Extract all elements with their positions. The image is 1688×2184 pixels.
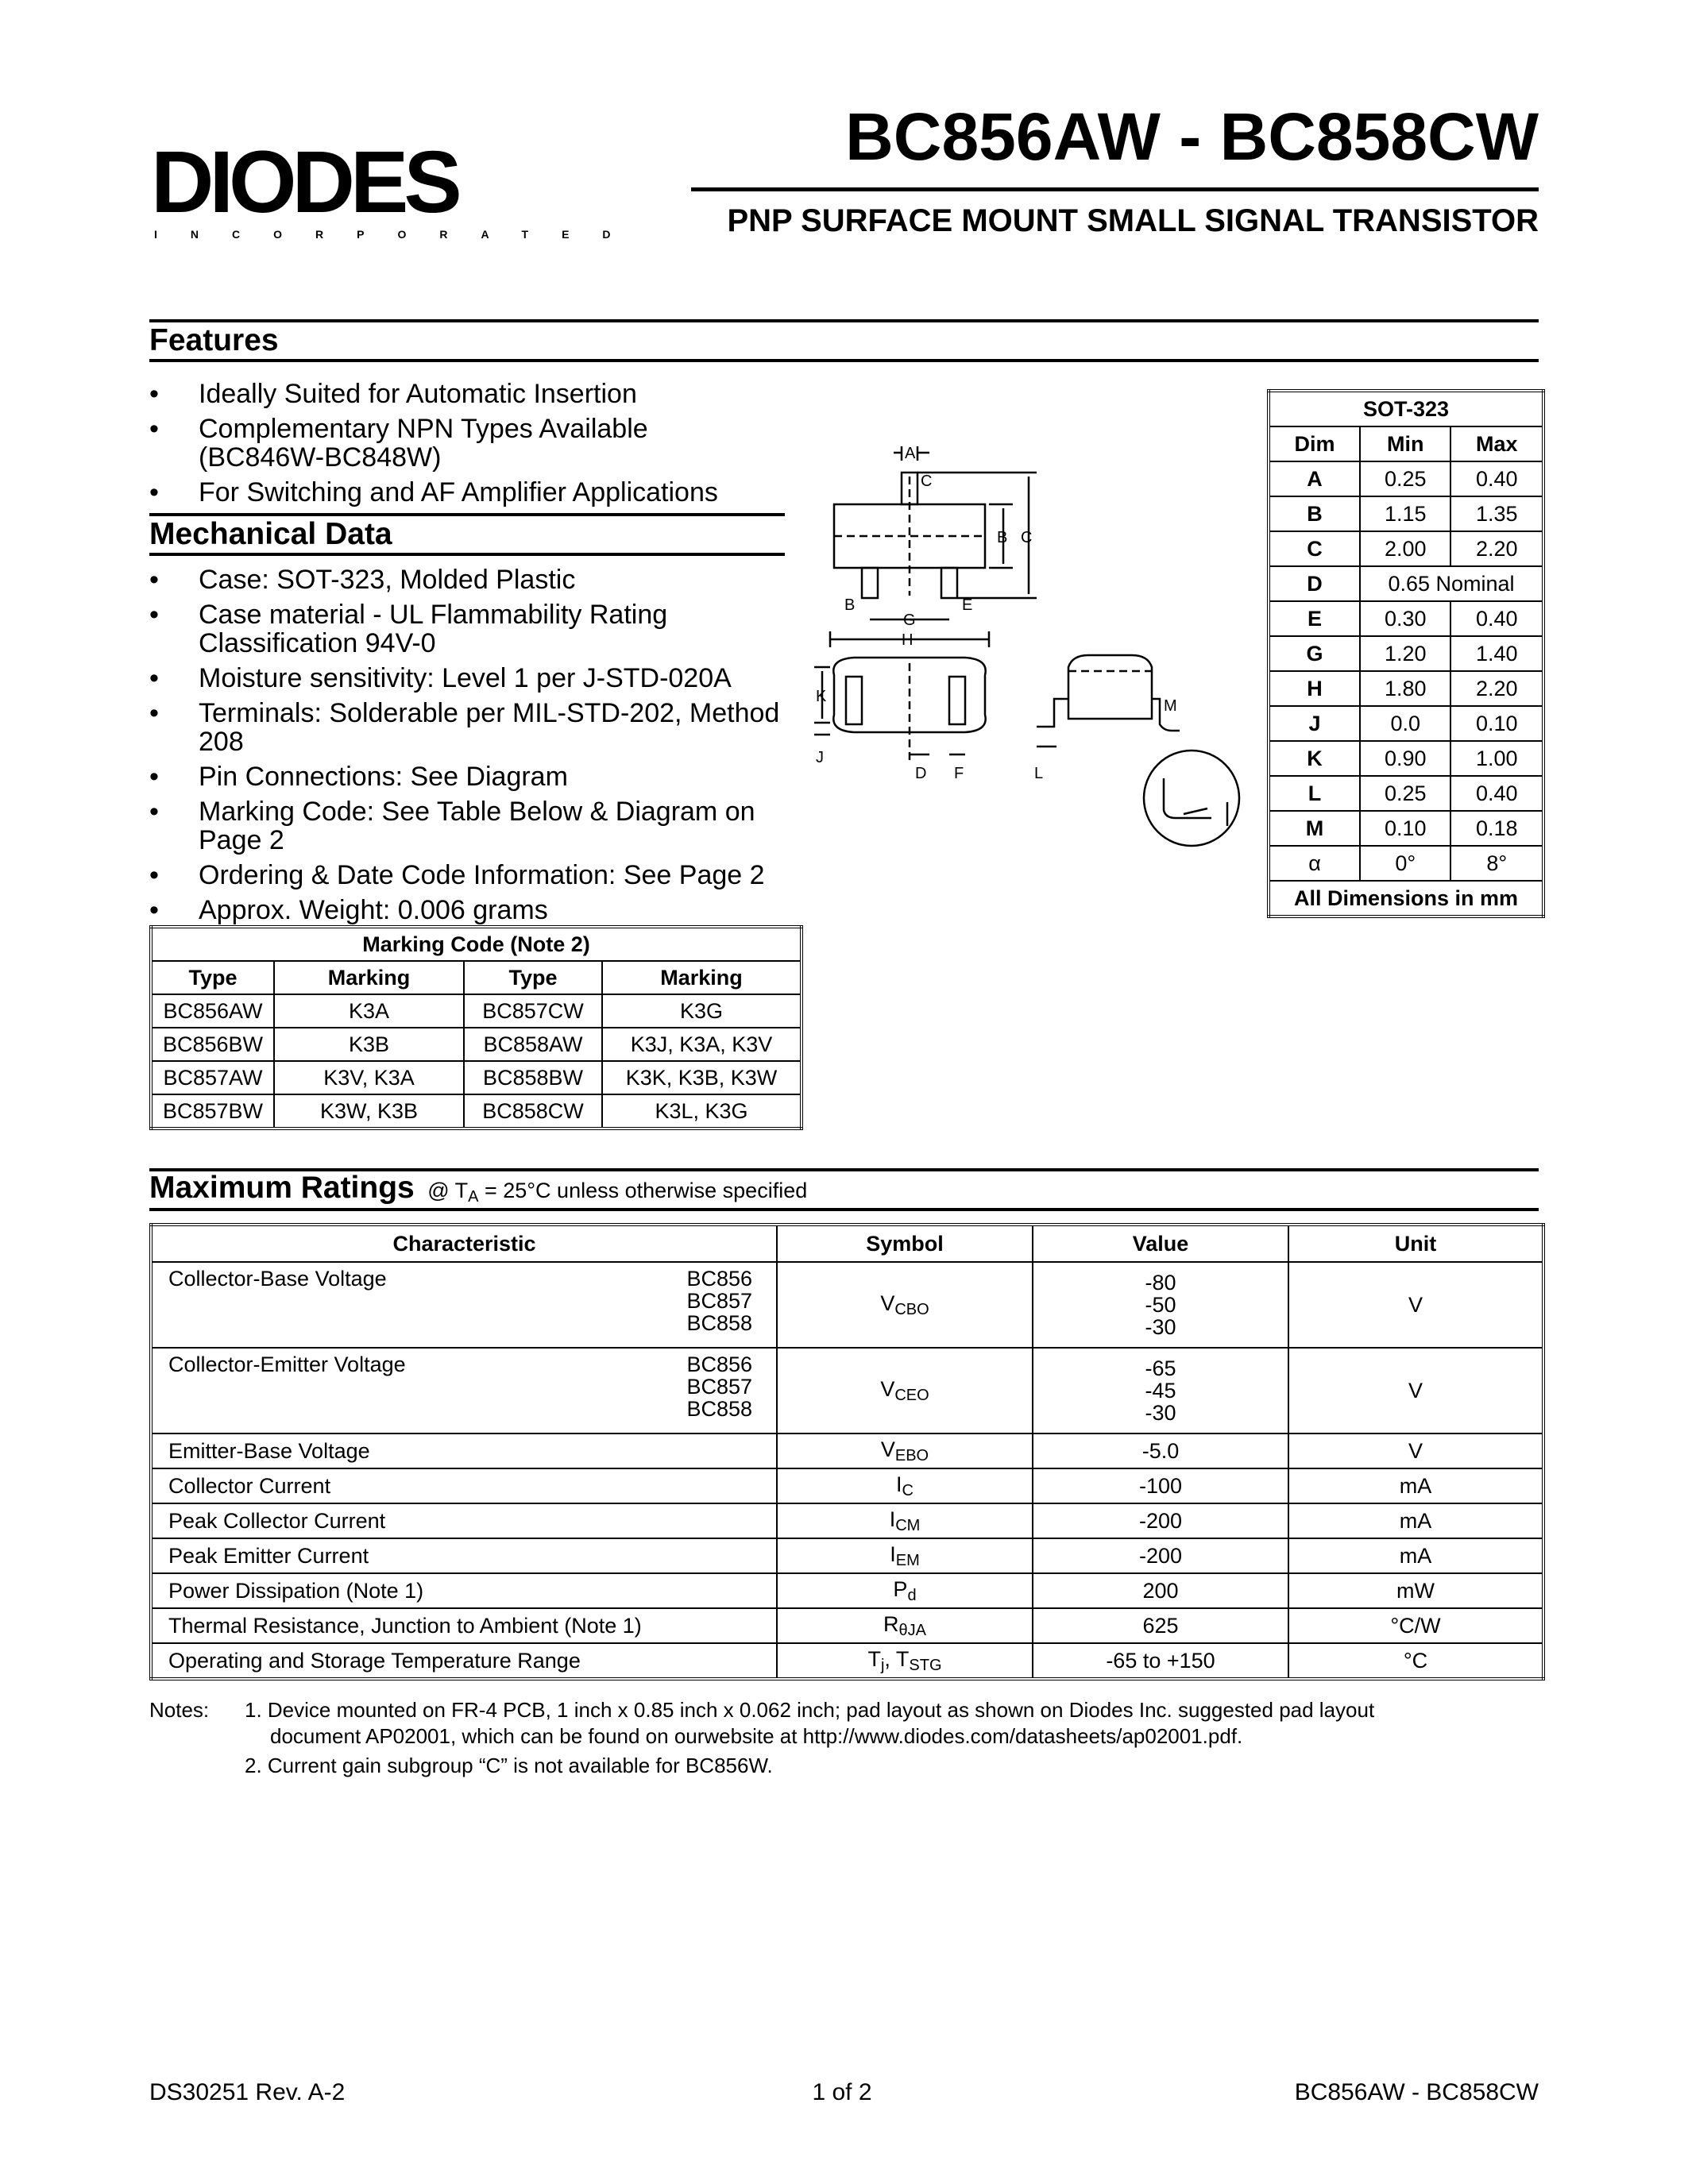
footer-part-range: BC856AW - BC858CW — [1294, 2079, 1539, 2105]
dim-label-j: J — [816, 749, 824, 766]
dim-label-d: D — [915, 765, 927, 782]
table-row — [151, 1643, 1543, 1679]
symbol: V — [880, 1437, 895, 1461]
table-cell: 1.20 — [1360, 636, 1450, 671]
table-row — [1269, 601, 1543, 636]
symbol-sub: EM — [895, 1551, 920, 1569]
table-cell: K3L, K3G — [602, 1094, 802, 1129]
table-row — [1269, 461, 1543, 496]
table-cell: -200 — [1033, 1503, 1288, 1538]
logo — [151, 133, 644, 250]
table-cell: mA — [1288, 1538, 1543, 1573]
marking-table-title: Marking Code (Note 2) — [151, 927, 802, 961]
table-cell: 1.40 — [1450, 636, 1543, 671]
features-top-rule — [149, 319, 1539, 322]
table-cell: 0.40 — [1450, 776, 1543, 811]
column-header: Max — [1450, 426, 1543, 461]
table-cell: °C — [1288, 1643, 1543, 1679]
title-rule — [691, 187, 1539, 191]
table-cell — [777, 1348, 1033, 1433]
table-cell: 0.10 — [1360, 811, 1450, 846]
table-cell: mA — [1288, 1468, 1543, 1503]
sot-table-title: SOT-323 — [1269, 391, 1543, 426]
table-row — [1269, 566, 1543, 601]
value: -65 — [1145, 1356, 1176, 1380]
table-cell: 1.00 — [1450, 741, 1543, 776]
logo-wordmark: DIODES — [151, 133, 458, 231]
list-item: • Terminals: Solderable per MIL-STD-202, Method 208 — [149, 699, 818, 756]
symbol: T — [867, 1646, 881, 1671]
list-item: • Case material - UL Flammability Rating Classification 94V-0 — [149, 600, 723, 658]
table-cell — [777, 1608, 1033, 1643]
symbol-sub: CEO — [894, 1386, 929, 1404]
list-item: • Ordering & Date Code Information: See Page 2 — [149, 861, 809, 889]
sot323-dimension-table — [1267, 389, 1545, 918]
table-cell: 1.80 — [1360, 671, 1450, 706]
table-row — [151, 1028, 802, 1061]
package-body-side — [1068, 655, 1152, 719]
symbol: V — [880, 1291, 895, 1315]
characteristic-label: Collector-Emitter Voltage — [168, 1352, 406, 1376]
table-cell: 0° — [1360, 846, 1450, 881]
table-row — [151, 1094, 802, 1129]
table-cell: BC857AW — [151, 1061, 274, 1094]
mechanical-top-rule — [149, 513, 785, 516]
symbol-sub: d — [907, 1586, 917, 1604]
table-cell — [1033, 1348, 1288, 1433]
ratings-condition — [427, 1179, 808, 1206]
table-cell: K3B — [274, 1028, 464, 1061]
maximum-ratings-table — [149, 1223, 1545, 1680]
table-row — [1269, 741, 1543, 776]
table-cell: A — [1269, 461, 1360, 496]
list-item: • Moisture sensitivity: Level 1 per J-STD-020A — [149, 664, 809, 693]
table-cell: Power Dissipation (Note 1) — [151, 1573, 777, 1608]
table-cell: K3J, K3A, K3V — [602, 1028, 802, 1061]
value: -45 — [1145, 1379, 1176, 1403]
page-title: BC856AW - BC858CW — [845, 99, 1539, 174]
table-row — [151, 1468, 1543, 1503]
table-cell — [777, 1573, 1033, 1608]
column-header: Marking — [602, 961, 802, 994]
ratings-heading-line — [149, 1171, 807, 1206]
table-row — [151, 994, 802, 1028]
mechanical-bottom-rule — [149, 553, 785, 556]
table-cell: K3G — [602, 994, 802, 1028]
table-row — [1269, 811, 1543, 846]
column-header: Dim — [1269, 426, 1360, 461]
table-cell: Peak Emitter Current — [151, 1538, 777, 1573]
condition-suffix: = 25°C unless otherwise specified — [478, 1179, 808, 1202]
table-cell: 0.0 — [1360, 706, 1450, 741]
table-cell: Operating and Storage Temperature Range — [151, 1643, 777, 1679]
table-cell: BC858CW — [464, 1094, 602, 1129]
ratings-bottom-rule — [149, 1208, 1539, 1211]
table-cell: Emitter-Base Voltage — [151, 1433, 777, 1468]
dim-label-a: A — [905, 445, 916, 462]
features-bottom-rule — [149, 359, 1539, 362]
table-cell: 0.18 — [1450, 811, 1543, 846]
table-row — [151, 1061, 802, 1094]
dim-label-f: F — [954, 765, 964, 782]
symbol: I — [896, 1472, 902, 1496]
value: -30 — [1145, 1315, 1176, 1339]
table-cell — [151, 1348, 777, 1433]
lead-label-b: B — [844, 596, 856, 614]
characteristic-label: Collector-Base Voltage — [168, 1267, 387, 1291]
column-header: Type — [464, 961, 602, 994]
table-cell — [1033, 1262, 1288, 1348]
table-cell: 0.90 — [1360, 741, 1450, 776]
table-cell: 0.40 — [1450, 461, 1543, 496]
table-cell: K3V, K3A — [274, 1061, 464, 1094]
table-cell: BC856BW — [151, 1028, 274, 1061]
column-header: Type — [151, 961, 274, 994]
table-row — [1269, 706, 1543, 741]
column-header: Symbol — [777, 1225, 1033, 1262]
part-number: BC856 — [686, 1352, 752, 1376]
table-cell: 0.10 — [1450, 706, 1543, 741]
symbol: , T — [884, 1646, 910, 1671]
symbol-sub: CBO — [894, 1300, 929, 1318]
table-cell: 0.65 Nominal — [1360, 566, 1543, 601]
table-row — [1269, 636, 1543, 671]
table-row — [1269, 496, 1543, 531]
column-header: Unit — [1288, 1225, 1543, 1262]
table-cell: K3A — [274, 994, 464, 1028]
value: -30 — [1145, 1401, 1176, 1425]
column-header: Value — [1033, 1225, 1288, 1262]
table-cell — [777, 1503, 1033, 1538]
table-cell — [777, 1468, 1033, 1503]
list-item: • Ideally Suited for Automatic Insertion — [149, 380, 801, 408]
value: -80 — [1145, 1271, 1176, 1295]
value: -50 — [1145, 1293, 1176, 1317]
symbol-sub: EBO — [894, 1446, 929, 1464]
condition-sub: A — [468, 1188, 479, 1206]
table-cell: -200 — [1033, 1538, 1288, 1573]
table-cell: Thermal Resistance, Junction to Ambient (Note 1) — [151, 1608, 777, 1643]
note-1-line-2: document AP02001, which can be found on ourwebsite at http://www.diodes.com/datasheets/ap02001.pdf. — [270, 1724, 1243, 1748]
features-heading: Features — [149, 323, 279, 357]
table-cell — [777, 1538, 1033, 1573]
table-row — [1269, 531, 1543, 566]
symbol: V — [880, 1376, 895, 1401]
table-cell: -65 to +150 — [1033, 1643, 1288, 1679]
table-cell: BC857CW — [464, 994, 602, 1028]
list-item: • Approx. Weight: 0.006 grams — [149, 896, 809, 924]
table-cell: BC858AW — [464, 1028, 602, 1061]
table-cell: 2.20 — [1450, 671, 1543, 706]
table-cell: K3K, K3B, K3W — [602, 1061, 802, 1094]
part-number: BC857 — [686, 1289, 752, 1313]
dim-label-l: L — [1034, 765, 1044, 782]
table-cell — [777, 1433, 1033, 1468]
symbol-sub: j — [880, 1656, 885, 1674]
table-row — [1269, 846, 1543, 881]
part-number: BC858 — [686, 1311, 752, 1335]
dim-label-m: M — [1164, 697, 1177, 715]
part-number: BC856 — [686, 1267, 752, 1291]
list-item: • Marking Code: See Table Below & Diagram on Page 2 — [149, 797, 771, 855]
list-item: • Pin Connections: See Diagram — [149, 762, 809, 791]
table-cell: 0.30 — [1360, 601, 1450, 636]
table-cell: 625 — [1033, 1608, 1288, 1643]
dim-label-k: K — [816, 688, 827, 705]
column-header: Min — [1360, 426, 1450, 461]
table-cell: BC856AW — [151, 994, 274, 1028]
symbol: P — [893, 1576, 908, 1601]
page-subtitle: PNP SURFACE MOUNT SMALL SIGNAL TRANSISTOR — [727, 203, 1539, 238]
table-cell: BC858BW — [464, 1061, 602, 1094]
table-cell: H — [1269, 671, 1360, 706]
list-item: • For Switching and AF Amplifier Applications — [149, 478, 801, 507]
note-2: 2. Current gain subgroup “C” is not available for BC856W. — [245, 1754, 773, 1777]
symbol-sub: CM — [895, 1516, 921, 1534]
package-outline-diagram — [798, 429, 1243, 874]
table-cell — [777, 1643, 1033, 1679]
table-cell: BC857BW — [151, 1094, 274, 1129]
symbol: I — [889, 1507, 896, 1531]
lead-right — [941, 568, 957, 598]
table-cell — [151, 1262, 777, 1348]
table-cell: D — [1269, 566, 1360, 601]
lead-detail-circle — [1144, 751, 1239, 846]
table-cell: Collector Current — [151, 1468, 777, 1503]
part-number: BC858 — [686, 1397, 752, 1421]
table-row — [151, 1433, 1543, 1468]
table-cell: 0.40 — [1450, 601, 1543, 636]
table-cell: -100 — [1033, 1468, 1288, 1503]
table-row — [151, 1608, 1543, 1643]
symbol: R — [883, 1611, 899, 1636]
table-cell: K3W, K3B — [274, 1094, 464, 1129]
table-cell: °C/W — [1288, 1608, 1543, 1643]
table-cell: Peak Collector Current — [151, 1503, 777, 1538]
table-row — [151, 1348, 1543, 1433]
list-item: • Complementary NPN Types Available (BC846W-BC848W) — [149, 415, 691, 472]
table-cell: 1.15 — [1360, 496, 1450, 531]
list-item: • Case: SOT-323, Molded Plastic — [149, 565, 809, 594]
table-cell: 0.25 — [1360, 461, 1450, 496]
dim-label-h: H — [902, 631, 914, 649]
dim-label-b: B — [997, 529, 1008, 546]
footer-page-number: 1 of 2 — [812, 2079, 872, 2105]
features-list — [149, 380, 801, 513]
part-number: BC857 — [686, 1375, 752, 1399]
table-cell: V — [1288, 1433, 1543, 1468]
table-cell: mA — [1288, 1503, 1543, 1538]
symbol: I — [890, 1542, 896, 1566]
note-1-line-1: 1. Device mounted on FR-4 PCB, 1 inch x 0.85 inch x 0.062 inch; pad layout as shown on Diodes Inc. suggested pad layout — [245, 1698, 1375, 1722]
table-row — [1269, 776, 1543, 811]
dim-label-c-top: C — [921, 473, 933, 490]
table-row — [151, 1538, 1543, 1573]
table-cell: 0.25 — [1360, 776, 1450, 811]
table-cell: 2.20 — [1450, 531, 1543, 566]
marking-code-table — [149, 925, 803, 1130]
condition-prefix: @ T — [427, 1179, 469, 1202]
notes-label: Notes: — [149, 1698, 210, 1722]
sot-table-footer: All Dimensions in mm — [1269, 881, 1543, 916]
logo-subtitle: INCORPORATED — [154, 228, 644, 241]
table-cell: B — [1269, 496, 1360, 531]
lead-label-e: E — [962, 596, 973, 614]
table-cell: J — [1269, 706, 1360, 741]
symbol-sub: θJA — [898, 1621, 926, 1639]
table-cell: 200 — [1033, 1573, 1288, 1608]
mechanical-heading: Mechanical Data — [149, 517, 392, 551]
table-cell: 1.35 — [1450, 496, 1543, 531]
table-cell: α — [1269, 846, 1360, 881]
lead-left — [862, 568, 878, 598]
dim-label-g: G — [903, 612, 916, 629]
table-cell: E — [1269, 601, 1360, 636]
mechanical-list — [149, 565, 809, 931]
table-cell: 2.00 — [1360, 531, 1450, 566]
symbol-sub: STG — [909, 1656, 942, 1674]
symbol-sub: C — [902, 1481, 914, 1499]
table-cell: K — [1269, 741, 1360, 776]
table-cell: V — [1288, 1262, 1543, 1348]
table-row — [151, 1503, 1543, 1538]
table-cell — [777, 1262, 1033, 1348]
note-1 — [245, 1697, 1547, 1779]
table-cell: -5.0 — [1033, 1433, 1288, 1468]
table-row — [151, 1262, 1543, 1348]
dim-label-c: C — [1021, 529, 1033, 546]
table-cell: C — [1269, 531, 1360, 566]
column-header: Characteristic — [151, 1225, 777, 1262]
column-header: Marking — [274, 961, 464, 994]
table-cell: G — [1269, 636, 1360, 671]
table-cell: M — [1269, 811, 1360, 846]
ratings-heading: Maximum Ratings — [149, 1171, 415, 1205]
table-row — [151, 1573, 1543, 1608]
table-row — [1269, 671, 1543, 706]
table-cell: mW — [1288, 1573, 1543, 1608]
footer-doc-number: DS30251 Rev. A-2 — [149, 2079, 346, 2105]
table-cell: V — [1288, 1348, 1543, 1433]
table-cell: 8° — [1450, 846, 1543, 881]
table-cell: L — [1269, 776, 1360, 811]
